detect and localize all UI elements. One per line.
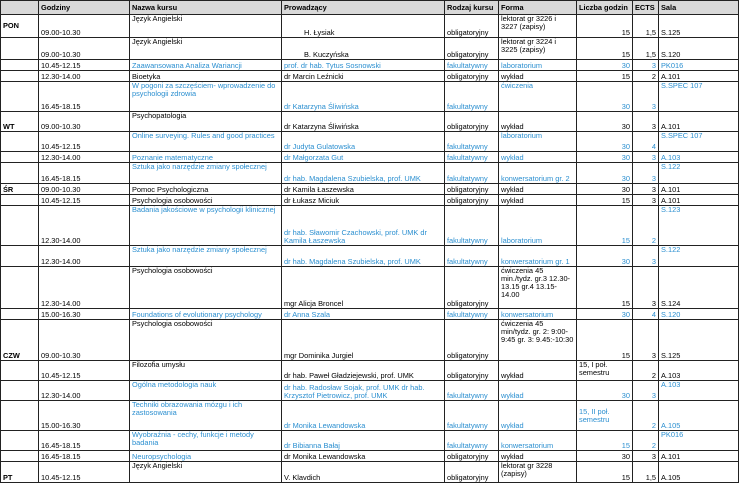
type-cell: fakultatywny (445, 431, 499, 451)
time-cell: 12.30-14.00 (39, 246, 130, 267)
ects-cell: 3 (633, 451, 659, 462)
course-cell: Psychopatologia (130, 112, 282, 132)
room-cell: A.101 (659, 184, 739, 195)
course-cell: Foundations of evolutionary psychology (130, 309, 282, 320)
hours-cell: 15 (577, 320, 633, 361)
time-cell: 12.30-14.00 (39, 206, 130, 246)
lecturer-cell: dr Bibianna Bałaj (282, 431, 445, 451)
lecturer-cell: dr Małgorzata Gut (282, 152, 445, 163)
type-cell: obligatoryjny (445, 184, 499, 195)
form-cell: wykład (499, 451, 577, 462)
course-cell: Psychologia osobowości (130, 320, 282, 361)
course-cell: Sztuka jako narzędzie zmiany społecznej (130, 163, 282, 184)
hours-cell: 30 (577, 309, 633, 320)
room-cell: PK016 (659, 60, 739, 71)
header-time: Godziny (39, 1, 130, 15)
header-course: Nazwa kursu (130, 1, 282, 15)
type-cell: fakultatywny (445, 401, 499, 431)
time-cell: 09.00-10.30 (39, 112, 130, 132)
lecturer-cell: dr hab. Sławomir Czachowski, prof. UMK dr Kamila Łaszewska (282, 206, 445, 246)
form-cell: wykład (499, 152, 577, 163)
type-cell: obligatoryjny (445, 361, 499, 381)
lecturer-cell: mgr Dominika Jurgiel (282, 320, 445, 361)
room-cell: A.101 (659, 451, 739, 462)
ects-cell: 3 (633, 246, 659, 267)
day-cell: CZW (1, 320, 39, 361)
lecturer-cell: dr Judyta Gulatowska (282, 132, 445, 152)
room-cell: S.120 (659, 309, 739, 320)
lecturer-cell: dr Katarzyna Śliwińska (282, 82, 445, 112)
day-cell (1, 381, 39, 401)
table-row (1, 15, 739, 38)
time-cell: 09.00-10.30 (39, 15, 130, 38)
form-cell: konwersatorium gr. 2 (499, 163, 577, 184)
form-cell: laboratorium (499, 206, 577, 246)
day-cell (1, 195, 39, 206)
room-cell: A.101 (659, 195, 739, 206)
form-cell: wykład (499, 195, 577, 206)
room-cell: A.103 (659, 381, 739, 401)
time-cell: 12.30-14.00 (39, 381, 130, 401)
course-cell: Zaawansowana Analiza Wariancji (130, 60, 282, 71)
table-row (1, 309, 739, 320)
course-cell: Poznanie matematyczne (130, 152, 282, 163)
table-row (1, 361, 739, 381)
table-row (1, 71, 739, 82)
table-row (1, 451, 739, 462)
hours-cell: 15 (577, 431, 633, 451)
day-cell (1, 401, 39, 431)
lecturer-cell: V. Klavdich (282, 462, 445, 483)
lecturer-cell: dr Katarzyna Śliwińska (282, 112, 445, 132)
type-cell: obligatoryjny (445, 462, 499, 483)
lecturer-cell: prof. dr hab. Tytus Sosnowski (282, 60, 445, 71)
day-cell: ŚR (1, 184, 39, 195)
form-cell: lektorat gr 3228 (zapisy) (499, 462, 577, 483)
ects-cell: 3 (633, 320, 659, 361)
time-cell: 10.45-12.15 (39, 462, 130, 483)
form-cell: ćwiczenia 45 min/tydz. gr. 2: 9:00-9:45 gr. 3: 9.45:-10:30 (499, 320, 577, 361)
day-cell: PON (1, 15, 39, 38)
type-cell: obligatoryjny (445, 112, 499, 132)
hours-cell: 30 (577, 152, 633, 163)
course-cell: Wyobraźnia - cechy, funkcje i metody badania (130, 431, 282, 451)
time-cell: 16.45-18.15 (39, 431, 130, 451)
ects-cell: 1,5 (633, 15, 659, 38)
day-cell: PT (1, 462, 39, 483)
ects-cell: 4 (633, 132, 659, 152)
type-cell: obligatoryjny (445, 267, 499, 309)
lecturer-cell: dr Monika Lewandowska (282, 451, 445, 462)
type-cell: fakultatywny (445, 132, 499, 152)
course-cell: Pomoc Psychologiczna (130, 184, 282, 195)
room-cell: PK016 (659, 431, 739, 451)
ects-cell: 3 (633, 112, 659, 132)
type-cell: fakultatywny (445, 163, 499, 184)
ects-cell: 2 (633, 361, 659, 381)
form-cell: konwersatorium (499, 431, 577, 451)
lecturer-cell: dr Łukasz Miciuk (282, 195, 445, 206)
day-cell (1, 163, 39, 184)
hours-cell: 15 (577, 71, 633, 82)
room-cell: S.120 (659, 38, 739, 60)
course-cell: Język Angielski (130, 462, 282, 483)
type-cell: obligatoryjny (445, 38, 499, 60)
time-cell: 16.45-18.15 (39, 163, 130, 184)
table-row (1, 206, 739, 246)
ects-cell: 4 (633, 309, 659, 320)
course-cell: Sztuka jako narzędzie zmiany społecznej (130, 246, 282, 267)
lecturer-cell: dr hab. Radosław Sojak, prof. UMK dr hab. Krzysztof Pietrowicz, prof. UMK (282, 381, 445, 401)
course-cell: Ogólna metodologia nauk (130, 381, 282, 401)
hours-cell: 15, I poł. semestru (577, 361, 633, 381)
hours-cell: 30 (577, 112, 633, 132)
room-cell: A.103 (659, 152, 739, 163)
time-cell: 12.30-14.00 (39, 267, 130, 309)
form-cell: wykład (499, 71, 577, 82)
room-cell: A.101 (659, 112, 739, 132)
lecturer-cell: H. Łysiak (282, 15, 445, 38)
day-cell (1, 71, 39, 82)
lecturer-cell: dr Monika Lewandowska (282, 401, 445, 431)
room-cell: A.105 (659, 401, 739, 431)
time-cell: 09.00-10.30 (39, 38, 130, 60)
lecturer-cell: mgr Alicja Broncel (282, 267, 445, 309)
course-cell: Neuropsychologia (130, 451, 282, 462)
course-cell: Bioetyka (130, 71, 282, 82)
hours-cell: 15 (577, 195, 633, 206)
type-cell: fakultatywny (445, 206, 499, 246)
form-cell: konwersatorium gr. 1 (499, 246, 577, 267)
form-cell: laboratorium (499, 132, 577, 152)
hours-cell: 15 (577, 267, 633, 309)
hours-cell: 30 (577, 163, 633, 184)
table-row (1, 246, 739, 267)
course-cell: Online surveying. Rules and good practices (130, 132, 282, 152)
ects-cell: 3 (633, 267, 659, 309)
time-cell: 10.45-12.15 (39, 60, 130, 71)
room-cell: S.122 (659, 246, 739, 267)
lecturer-cell: dr Anna Szala (282, 309, 445, 320)
table-row (1, 462, 739, 483)
course-cell: Psychologia osobowości (130, 267, 282, 309)
hours-cell: 30 (577, 60, 633, 71)
ects-cell: 2 (633, 431, 659, 451)
time-cell: 12.30-14.00 (39, 71, 130, 82)
table-row (1, 132, 739, 152)
type-cell: obligatoryjny (445, 451, 499, 462)
header-row (1, 1, 739, 15)
header-room: Sala (659, 1, 739, 15)
room-cell: S.125 (659, 320, 739, 361)
day-cell (1, 82, 39, 112)
form-cell: laboratorium (499, 60, 577, 71)
hours-cell: 30 (577, 451, 633, 462)
form-cell: wykład (499, 401, 577, 431)
time-cell: 15.00-16.30 (39, 401, 130, 431)
lecturer-cell: dr hab. Magdalena Szubielska, prof. UMK (282, 163, 445, 184)
time-cell: 16.45-18.15 (39, 82, 130, 112)
type-cell: fakultatywny (445, 246, 499, 267)
hours-cell: 30 (577, 246, 633, 267)
time-cell: 10.45-12.15 (39, 361, 130, 381)
type-cell: obligatoryjny (445, 15, 499, 38)
hours-cell: 30 (577, 184, 633, 195)
table-row (1, 152, 739, 163)
header-type: Rodzaj kursu (445, 1, 499, 15)
lecturer-cell: dr hab. Magdalena Szubielska, prof. UMK (282, 246, 445, 267)
time-cell: 09.00-10.30 (39, 184, 130, 195)
ects-cell: 2 (633, 71, 659, 82)
table-row (1, 112, 739, 132)
course-cell: Język Angielski (130, 15, 282, 38)
hours-cell: 30 (577, 82, 633, 112)
room-cell: A.101 (659, 71, 739, 82)
ects-cell: 3 (633, 82, 659, 112)
time-cell: 16.45-18.15 (39, 451, 130, 462)
hours-cell: 15 (577, 462, 633, 483)
table-row (1, 320, 739, 361)
hours-cell: 30 (577, 381, 633, 401)
room-cell: S.SPEC 107 (659, 132, 739, 152)
header-ects: ECTS (633, 1, 659, 15)
ects-cell: 3 (633, 381, 659, 401)
lecturer-cell: dr Kamila Łaszewska (282, 184, 445, 195)
lecturer-cell: B. Kuczyńska (282, 38, 445, 60)
day-cell (1, 431, 39, 451)
table-row (1, 82, 739, 112)
hours-cell: 15 (577, 15, 633, 38)
form-cell: lektorat gr 3224 i 3225 (zapisy) (499, 38, 577, 60)
header-hours: Liczba godzin (577, 1, 633, 15)
ects-cell: 2 (633, 401, 659, 431)
course-cell: Filozofia umysłu (130, 361, 282, 381)
ects-cell: 3 (633, 152, 659, 163)
form-cell: ćwiczenia 45 min./tydz. gr.3 12.30-13.15 gr.4 13.15-14.00 (499, 267, 577, 309)
ects-cell: 1,5 (633, 462, 659, 483)
form-cell: lektorat gr 3226 i 3227 (zapisy) (499, 15, 577, 38)
ects-cell: 1,5 (633, 38, 659, 60)
form-cell: ćwiczenia (499, 82, 577, 112)
form-cell: wykład (499, 112, 577, 132)
day-cell (1, 206, 39, 246)
time-cell: 10.45-12.15 (39, 195, 130, 206)
table-row (1, 267, 739, 309)
room-cell: S.125 (659, 15, 739, 38)
type-cell: fakultatywny (445, 309, 499, 320)
room-cell: S.SPEC 107 (659, 82, 739, 112)
type-cell: fakultatywny (445, 60, 499, 71)
table-row (1, 195, 739, 206)
day-cell (1, 132, 39, 152)
lecturer-cell: dr hab. Paweł Gładziejewski, prof. UMK (282, 361, 445, 381)
type-cell: fakultatywny (445, 381, 499, 401)
day-cell (1, 246, 39, 267)
ects-cell: 2 (633, 206, 659, 246)
time-cell: 15.00-16.30 (39, 309, 130, 320)
room-cell: A.103 (659, 361, 739, 381)
hours-cell: 30 (577, 132, 633, 152)
course-cell: W pogoni za szczęściem- wprowadzenie do psychologii zdrowia (130, 82, 282, 112)
type-cell: obligatoryjny (445, 320, 499, 361)
room-cell: S.123 (659, 206, 739, 246)
hours-cell: 15, II poł. semestru (577, 401, 633, 431)
course-cell: Język Angielski (130, 38, 282, 60)
hours-cell: 15 (577, 38, 633, 60)
header-lecturer: Prowadzący (282, 1, 445, 15)
day-cell (1, 38, 39, 60)
type-cell: fakultatywny (445, 152, 499, 163)
room-cell: S.122 (659, 163, 739, 184)
type-cell: fakultatywny (445, 82, 499, 112)
room-cell: S.124 (659, 267, 739, 309)
header-form: Forma (499, 1, 577, 15)
table-row (1, 431, 739, 451)
day-cell (1, 267, 39, 309)
header-day (1, 1, 39, 15)
room-cell: A.105 (659, 462, 739, 483)
ects-cell: 3 (633, 184, 659, 195)
day-cell (1, 152, 39, 163)
course-cell: Techniki obrazowania mózgu i ich zastosowania (130, 401, 282, 431)
day-cell (1, 451, 39, 462)
table-row (1, 38, 739, 60)
course-cell: Badania jakościowe w psychologii klinicznej (130, 206, 282, 246)
form-cell: wykład (499, 381, 577, 401)
form-cell: konwersatorium (499, 309, 577, 320)
time-cell: 12.30-14.00 (39, 152, 130, 163)
table-row (1, 381, 739, 401)
type-cell: obligatoryjny (445, 195, 499, 206)
table-row (1, 163, 739, 184)
form-cell: wykład (499, 361, 577, 381)
ects-cell: 3 (633, 60, 659, 71)
form-cell: wykład (499, 184, 577, 195)
ects-cell: 3 (633, 163, 659, 184)
table-row (1, 401, 739, 431)
type-cell: obligatoryjny (445, 71, 499, 82)
day-cell (1, 309, 39, 320)
lecturer-cell: dr Marcin Leźnicki (282, 71, 445, 82)
course-cell: Psychologia osobowości (130, 195, 282, 206)
hours-cell: 15 (577, 206, 633, 246)
table-row (1, 60, 739, 71)
time-cell: 10.45-12.15 (39, 132, 130, 152)
day-cell (1, 361, 39, 381)
table-row (1, 184, 739, 195)
time-cell: 09.00-10.30 (39, 320, 130, 361)
day-cell (1, 60, 39, 71)
day-cell: WT (1, 112, 39, 132)
ects-cell: 3 (633, 195, 659, 206)
